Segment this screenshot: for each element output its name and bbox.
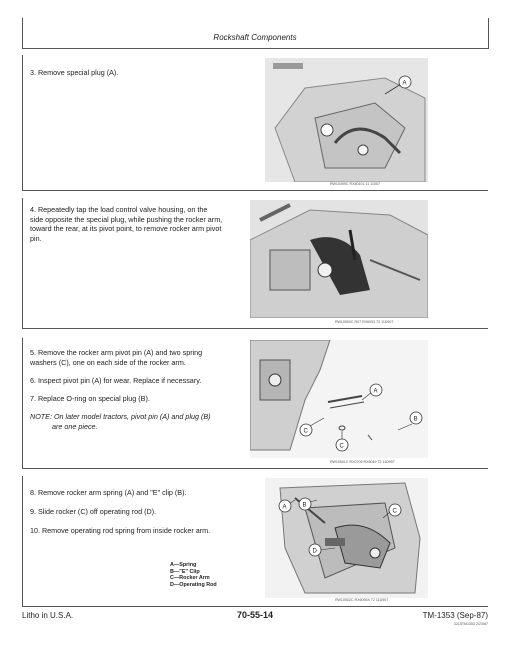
header-right-rule (488, 18, 489, 49)
step-10: 10. Remove operating rod spring from inside rocker arm. (30, 526, 211, 535)
section-3-left-rule (22, 338, 23, 468)
page-title: Rockshaft Components (213, 33, 297, 42)
step-7: 7. Replace O-ring on special plug (B). (30, 394, 150, 403)
callout-b: B (413, 416, 418, 423)
section-1-bottom-rule (22, 190, 488, 191)
figure-code-3: RW10501C RX0709 RX6049 72 11D907 (330, 460, 395, 464)
callout-b: B (302, 502, 307, 509)
figure-rocker-spring (265, 478, 428, 598)
section-3-bottom-rule (22, 468, 488, 469)
figure-rocker-arm-pivot (250, 200, 428, 318)
section-1-left-rule (22, 55, 23, 190)
figure-code-2: RW10500C R07 RX6093 72 11D907 (335, 320, 394, 324)
figure-3-drawing (250, 340, 428, 458)
figure-4-drawing (265, 478, 428, 598)
section-4-bottom-rule (22, 606, 488, 607)
callout-a: A (402, 80, 407, 87)
step-8: 8. Remove rocker arm spring (A) and "E" clip (B). (30, 488, 187, 497)
figure-code-1: RW10499C RX80101 11 11007 (330, 182, 380, 186)
footer-manual-id: TM-1353 (Sep-87) (422, 611, 488, 620)
step-3: 3. Remove special plug (A). (30, 68, 119, 77)
callout-c: C (392, 508, 397, 515)
step-5: 5. Remove the rocker arm pivot pin (A) and two spring washers (C), one on each side of the rocker arm. (30, 348, 203, 367)
callout-a: A (282, 504, 287, 511)
header-left-rule (22, 18, 23, 49)
header-rule (22, 48, 488, 49)
figure-pivot-pin-washers (250, 340, 428, 458)
footer-page-number: 70-55-14 (236, 610, 274, 620)
section-2-left-rule (22, 198, 23, 328)
callout-d: D (312, 548, 317, 555)
step-4: 4. Repeatedly tap the load control valve housing, on the side opposite the special plug, while pushing the rocker arm, toward the rear, at its pivot point, to remove rocker arm pivot pin. (30, 205, 223, 243)
figure-1-drawing (265, 58, 428, 182)
step-9: 9. Slide rocker (C) off operating rod (D). (30, 507, 157, 516)
figure-special-plug (265, 58, 428, 182)
callout-c-2: C (339, 443, 344, 450)
step-6: 6. Inspect pivot pin (A) for wear. Replace if necessary. (30, 376, 202, 385)
note-later-models: NOTE: On later model tractors, pivot pin (A) and plug (B) are one piece. (30, 412, 211, 431)
footer-tiny-code: 3215TM1353 2/23/87 (453, 622, 488, 626)
figure-legend: A—Spring B—"E" Clip C—Rocker Arm D—Operating Rod (170, 562, 217, 588)
callout-a: A (373, 388, 378, 395)
figure-code-4: RW10502C RX6095X 72 11D907 (335, 598, 389, 602)
callout-c: C (303, 428, 308, 435)
section-4-left-rule (22, 476, 23, 606)
footer-litho: Litho in U.S.A. (22, 611, 74, 620)
figure-2-drawing (250, 200, 428, 318)
section-2-bottom-rule (22, 328, 488, 329)
